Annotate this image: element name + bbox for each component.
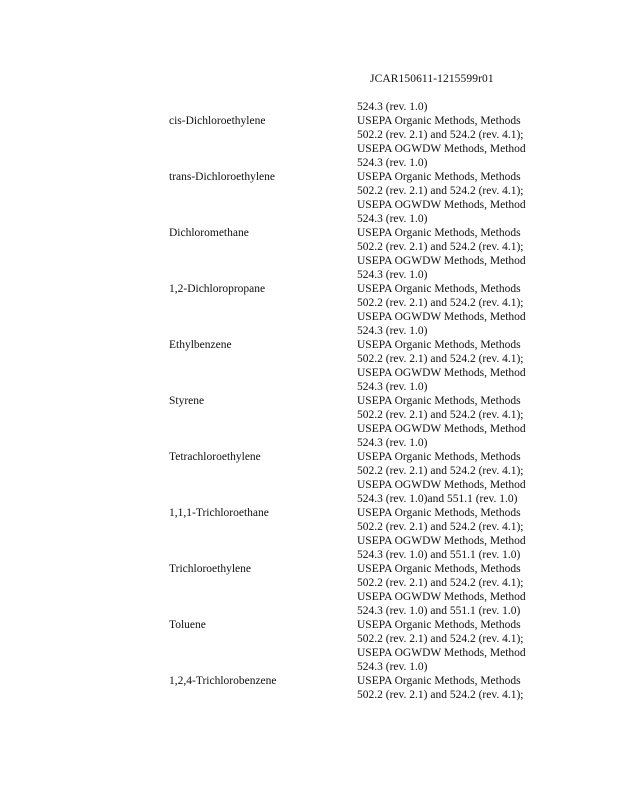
list-item — [0, 534, 619, 548]
list-item — [0, 394, 619, 408]
list-item — [0, 576, 619, 590]
method-reference: USEPA Organic Methods, Methods — [357, 283, 521, 295]
analyte-name: Ethylbenzene — [169, 339, 232, 351]
list-item — [0, 240, 619, 254]
method-reference: 524.3 (rev. 1.0) — [357, 101, 428, 113]
list-item — [0, 226, 619, 240]
method-reference: USEPA Organic Methods, Methods — [357, 507, 521, 519]
method-reference: USEPA Organic Methods, Methods — [357, 339, 521, 351]
method-reference: USEPA OGWDW Methods, Method — [357, 143, 526, 155]
list-item — [0, 632, 619, 646]
method-reference: USEPA OGWDW Methods, Method — [357, 423, 526, 435]
method-reference: 502.2 (rev. 2.1) and 524.2 (rev. 4.1); — [357, 297, 524, 309]
analyte-name: Toluene — [169, 619, 206, 631]
list-item — [0, 562, 619, 576]
method-reference: USEPA Organic Methods, Methods — [357, 115, 521, 127]
list-item — [0, 324, 619, 338]
method-reference: 502.2 (rev. 2.1) and 524.2 (rev. 4.1); — [357, 633, 524, 645]
list-item — [0, 296, 619, 310]
method-reference: 524.3 (rev. 1.0) — [357, 661, 428, 673]
list-item — [0, 352, 619, 366]
method-reference: USEPA OGWDW Methods, Method — [357, 479, 526, 491]
list-item — [0, 660, 619, 674]
method-reference: 502.2 (rev. 2.1) and 524.2 (rev. 4.1); — [357, 353, 524, 365]
list-item — [0, 212, 619, 226]
list-item — [0, 380, 619, 394]
method-reference: USEPA OGWDW Methods, Method — [357, 535, 526, 547]
list-item — [0, 268, 619, 282]
list-item — [0, 114, 619, 128]
list-item — [0, 478, 619, 492]
method-reference: 524.3 (rev. 1.0) — [357, 381, 428, 393]
list-item — [0, 646, 619, 660]
method-reference: 502.2 (rev. 2.1) and 524.2 (rev. 4.1); — [357, 185, 524, 197]
analyte-name: Tetrachloroethylene — [169, 451, 261, 463]
list-item — [0, 310, 619, 324]
method-reference: 502.2 (rev. 2.1) and 524.2 (rev. 4.1); — [357, 465, 524, 477]
analyte-name: 1,2,4-Trichlorobenzene — [169, 675, 277, 687]
method-reference: USEPA OGWDW Methods, Method — [357, 255, 526, 267]
method-reference: 524.3 (rev. 1.0) — [357, 213, 428, 225]
list-item — [0, 506, 619, 520]
list-item — [0, 170, 619, 184]
method-reference: USEPA Organic Methods, Methods — [357, 563, 521, 575]
method-reference: USEPA Organic Methods, Methods — [357, 171, 521, 183]
list-item — [0, 422, 619, 436]
method-reference: 524.3 (rev. 1.0) and 551.1 (rev. 1.0) — [357, 605, 521, 617]
method-reference: USEPA Organic Methods, Methods — [357, 395, 521, 407]
method-reference: 524.3 (rev. 1.0) — [357, 437, 428, 449]
list-item — [0, 520, 619, 534]
method-reference: USEPA Organic Methods, Methods — [357, 451, 521, 463]
method-reference: 502.2 (rev. 2.1) and 524.2 (rev. 4.1); — [357, 129, 524, 141]
method-reference: USEPA Organic Methods, Methods — [357, 619, 521, 631]
method-reference: 524.3 (rev. 1.0)and 551.1 (rev. 1.0) — [357, 493, 518, 505]
analyte-name: Styrene — [169, 395, 205, 407]
list-item — [0, 674, 619, 688]
analyte-name: 1,2-Dichloropropane — [169, 283, 266, 295]
analyte-name: 1,1,1-Trichloroethane — [169, 507, 269, 519]
analyte-name: Dichloromethane — [169, 227, 249, 239]
analyte-name: trans-Dichloroethylene — [169, 171, 276, 183]
list-item — [0, 618, 619, 632]
list-item — [0, 688, 619, 702]
method-reference: USEPA Organic Methods, Methods — [357, 227, 521, 239]
method-reference: 502.2 (rev. 2.1) and 524.2 (rev. 4.1); — [357, 409, 524, 421]
list-item — [0, 604, 619, 618]
list-item — [0, 464, 619, 478]
list-item — [0, 184, 619, 198]
list-item — [0, 142, 619, 156]
method-reference: 502.2 (rev. 2.1) and 524.2 (rev. 4.1); — [357, 241, 524, 253]
list-item — [0, 100, 619, 114]
method-reference: 524.3 (rev. 1.0) — [357, 269, 428, 281]
method-reference: USEPA OGWDW Methods, Method — [357, 647, 526, 659]
analyte-method-list — [0, 100, 619, 702]
list-item — [0, 254, 619, 268]
method-reference: 502.2 (rev. 2.1) and 524.2 (rev. 4.1); — [357, 521, 524, 533]
list-item — [0, 450, 619, 464]
list-item — [0, 590, 619, 604]
method-reference: USEPA OGWDW Methods, Method — [357, 311, 526, 323]
method-reference: 524.3 (rev. 1.0) — [357, 325, 428, 337]
analyte-name: cis-Dichloroethylene — [169, 115, 266, 127]
analyte-name: Trichloroethylene — [169, 563, 251, 575]
method-reference: 524.3 (rev. 1.0) and 551.1 (rev. 1.0) — [357, 549, 521, 561]
list-item — [0, 436, 619, 450]
list-item — [0, 366, 619, 380]
method-reference: 524.3 (rev. 1.0) — [357, 157, 428, 169]
method-reference: USEPA OGWDW Methods, Method — [357, 591, 526, 603]
method-reference: USEPA OGWDW Methods, Method — [357, 367, 526, 379]
list-item — [0, 156, 619, 170]
list-item — [0, 338, 619, 352]
method-reference: 502.2 (rev. 2.1) and 524.2 (rev. 4.1); — [357, 689, 524, 701]
document-id: JCAR150611-1215599r01 — [370, 73, 494, 85]
method-reference: USEPA OGWDW Methods, Method — [357, 199, 526, 211]
list-item — [0, 408, 619, 422]
list-item — [0, 198, 619, 212]
list-item — [0, 548, 619, 562]
list-item — [0, 282, 619, 296]
method-reference: USEPA Organic Methods, Methods — [357, 675, 521, 687]
method-reference: 502.2 (rev. 2.1) and 524.2 (rev. 4.1); — [357, 577, 524, 589]
list-item — [0, 492, 619, 506]
list-item — [0, 128, 619, 142]
